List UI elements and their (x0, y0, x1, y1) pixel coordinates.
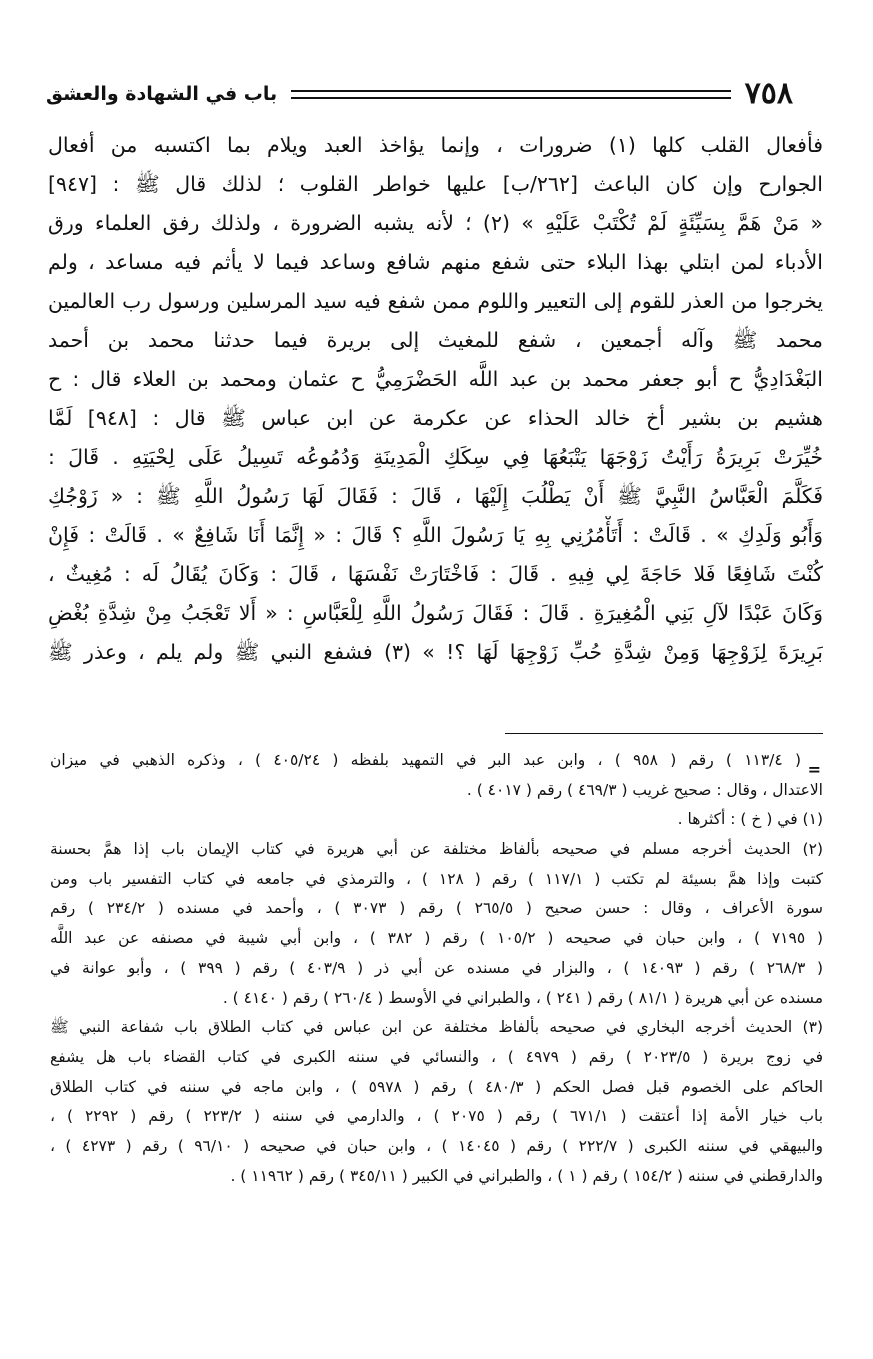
footnote-line: الاعتدال ، وقال : صحيح غريب ( ٤٦٩/٣ ) رقم ( ٤٠١٧ ) . (466, 780, 823, 799)
text-line: هشيم بن بشير أخ خالد الحذاء عن عكرمة عن ابن عباس ﷺ قال : [٩٤٨] لَمَّا (48, 406, 823, 430)
header-double-rule (291, 90, 731, 99)
footnote-line: ( ٢٦٨/٣ ) رقم ( ١٤٠٩٣ ) ، والبزار في مسنده عن أبي ذر ( ٤٠٣/٩ ) رقم ( ٣٩٩ ) ، وأبو عوانة في (50, 958, 823, 977)
footnote-line: الحاكم على الخصوم قبل فصل الحكم ( ٤٨٠/٣ ) رقم ( ٥٩٧٨ ) ، وابن ماجه في سننه في كتاب الطلاق (50, 1077, 823, 1096)
footnote-line: في زوج بريرة ( ٢٠٢٣/٥ ) رقم ( ٤٩٧٩ ) ، والنسائي في سننه الكبرى في كتاب القضاء باب هل يشفع (50, 1047, 823, 1066)
text-line: وَكَانَ عَبْدًا لآلِ بَنِي الْمُغِيرَةِ . قَالَ : فَقَالَ رَسُولُ اللَّهِ لِلْعَبَّاسِ : « أَلا تَعْجَبُ مِنْ شِدَّةِ بُغْضِ (48, 601, 823, 625)
text-line: « مَنْ هَمَّ بِسَيِّئَةٍ لَمْ تُكْتَبْ عَلَيْهِ » (٢) ؛ لأنه يشبه الضرورة ، ولذلك رفق العلماء ورق (48, 211, 823, 235)
text-line: يخرجوا من العذر للقوم إلى التعيير واللوم ممن شفع فيه سيد المرسلين ورسول رب العالمين (48, 289, 823, 313)
text-line: فأفعال القلب كلها (١) ضرورات ، وإنما يؤاخذ العبد ويلام بما اكتسبه من أفعال (48, 133, 823, 157)
footnote-line: والدارقطني في سننه ( ١٥٤/٢ ) رقم ( ١ ) ، والطبراني في الكبير ( ٣٤٥/١١ ) رقم ( ١١٩٦٢ ) . (230, 1166, 823, 1185)
running-title: باب في الشهادة والعشق (46, 83, 278, 105)
main-text-body (48, 126, 823, 672)
text-line: الأدباء لمن ابتلي بهذا البلاء حتى شفع منهم شافع وساعد فيما لا يأثم فيه مساعد ، ولم (48, 250, 823, 274)
page-header (46, 74, 793, 114)
text-line: بَرِيرَةَ لِزَوْجِهَا وَمِنْ شِدَّةِ حُبِّ زَوْجِهَا لَهَا ؟! » (٣) فشفع النبي ﷺ ولم يلم ، وعذر ﷺ (48, 640, 823, 664)
footnote-line: (٢) الحديث أخرجه مسلم في صحيحه بألفاظ مختلفة عن أبي هريرة في كتاب الإيمان باب إذا همَّ بحسنة (50, 840, 823, 859)
footnote-line: مسنده عن أبي هريرة ( ٨١/١ ) رقم ( ٢٤١ ) ، والطبراني في الأوسط ( ٢٦٠/٤ ) رقم ( ٤١٤٠ ) . (222, 988, 823, 1007)
footnote-line: (٣) الحديث أخرجه البخاري في صحيحه بألفاظ مختلفة عن ابن عباس في كتاب الطلاق باب شفاعة النبي ﷺ (50, 1018, 823, 1037)
footnote-separator (505, 733, 823, 734)
page-number: ٧٥٨ (744, 76, 793, 111)
footnote-line: ( ١١٣/٤ ) رقم ( ٩٥٨ ) ، وابن عبد البر في التمهيد بلفظه ( ٤٠٥/٢٤ ) ، وذكره الذهبي في ميزان (50, 751, 802, 769)
footnote-continuation-mark: = (807, 760, 821, 779)
footnote-line: والبيهقي في سننه الكبرى ( ٢٢٢/٧ ) رقم ( ١٤٠٤٥ ) ، وابن حبان في صحيحه ( ٩٦/١٠ ) رقم ( ٤٢٧٣ ) ، (50, 1136, 823, 1155)
text-line: الجوارح وإن كان الباعث [٢٦٢/ب] عليها خواطر القلوب ؛ لذلك قال ﷺ : [٩٤٧] (48, 172, 823, 196)
footnote-line: ( ٧١٩٥ ) ، وابن حبان في صحيحه ( ١٠٥/٢ ) رقم ( ٣٨٢ ) ، وابن أبي شيبة في مصنفه عن عبد اللَّه (50, 929, 823, 948)
text-line: خُيِّرَتْ بَرِيرَةُ رَأَيْتُ زَوْجَهَا يَتْبَعُهَا فِي سِكَكِ الْمَدِينَةِ وَدُمُوعُه تَسِيلُ عَلَى لِحْيَتِهِ . قَالَ : (48, 445, 823, 469)
text-line: فَكَلَّمَ الْعَبَّاسُ النَّبِيَّ ﷺ أَنْ يَطْلُبَ إِلَيْهَا ، قَالَ : فَقَالَ لَهَا رَسُولُ اللَّهِ ﷺ : « زَوْجُكِ (48, 484, 823, 508)
footnote-line: باب خيار الأمة إذا أعتقت ( ٦٧١/١ ) رقم ( ٢٠٧٥ ) ، والدارمي في سننه ( ٢٢٣/٢ ) رقم ( ٢٢٩٢ ) ، (50, 1107, 823, 1126)
footnote-line: كتبت وإذا همَّ بسيئة لم تكتب ( ١١٧/١ ) رقم ( ١٢٨ ) ، والترمذي في جامعه في كتاب التفسير باب ومن (50, 869, 823, 888)
text-line: وَأَبُو وَلَدِكِ » . قَالَتْ : أَتَأْمُرُنِي بِهِ يَا رَسُولَ اللَّهِ ؟ قَالَ : « إِنَّمَا أَنَا شَافِعٌ » . قَالَتْ : فَإِنْ (48, 523, 823, 547)
footnote-line: (١) في ( خ ) : أكثرها . (677, 810, 823, 829)
text-line: البَغْدَادِيُّ ح أبو جعفر محمد بن عبد اللَّه الحَضْرَمِيُّ ح عثمان ومحمد بن العلاء قال : ح (48, 367, 823, 391)
footnotes-block (50, 746, 823, 1191)
text-line: محمد ﷺ وآله أجمعين ، شفع للمغيث إلى بريرة فيما حدثنا محمد بن أحمد (48, 328, 823, 352)
text-line: كُنْتَ شَافِعًا فَلا حَاجَةَ لِي فِيهِ . قَالَ : فَاخْتَارَتْ نَفْسَهَا ، قَالَ : وَكَانَ يُقَالُ لَه : مُغِيثٌ ، (48, 562, 823, 586)
footnote-line: سورة الأعراف ، وقال : حسن صحيح ( ٢٦٥/٥ ) رقم ( ٣٠٧٣ ) ، وأحمد في مسنده ( ٢٣٤/٢ ) رقم (50, 899, 823, 918)
